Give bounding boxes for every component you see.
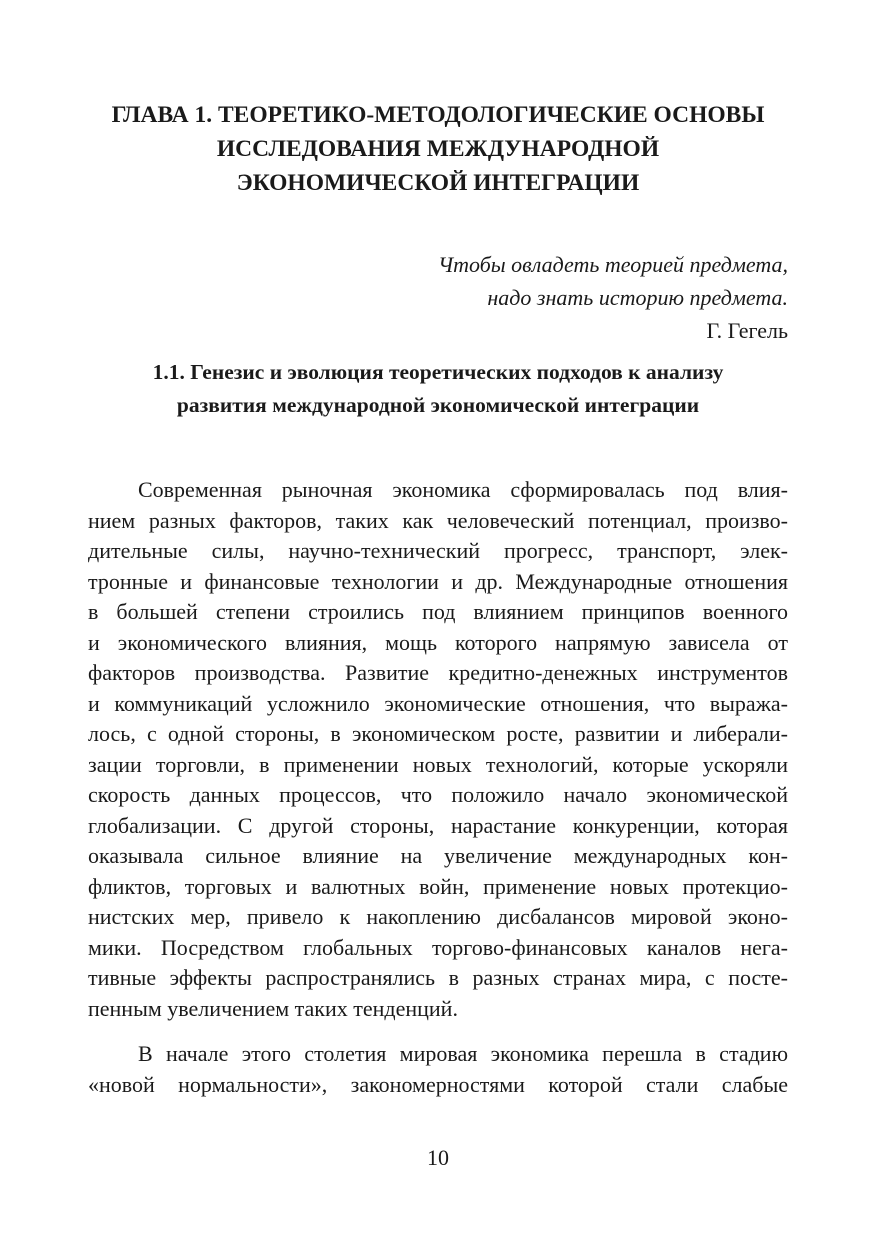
text-line: зации торговли, в применении новых технологий, которые ускоряли — [88, 751, 788, 777]
text-line: скорость данных процессов, что положило начало экономической — [88, 782, 788, 807]
text-line: дительные силы, научно-технический прогресс, транспорт, элек- — [88, 538, 788, 563]
text-line: нистских мер, привело к накоплению дисбалансов мировой эконо- — [88, 904, 788, 929]
epigraph-quote-line: надо знать историю предмета. — [487, 285, 788, 310]
epigraph-quote-line: Чтобы овладеть теорией предмета, — [437, 252, 788, 277]
text-line: пенным увеличением таких тенденций. — [88, 995, 458, 1021]
text-line: фликтов, торговых и валютных войн, применение новых протекцио- — [88, 873, 788, 899]
chapter-title — [88, 98, 788, 200]
text-line: факторов производства. Развитие кредитно-денежных инструментов — [88, 660, 788, 685]
page-number: 10 — [427, 1145, 449, 1170]
text-line: тронные и финансовые технологии и др. Международные отношения — [88, 568, 788, 594]
paragraph — [88, 475, 788, 1024]
section-title-line: 1.1. Генезис и эволюция теоретических подходов к анализу — [152, 360, 724, 384]
text-line: Современная рыночная экономика сформировалась под влия- — [138, 477, 788, 502]
paragraph — [88, 1039, 788, 1100]
text-line: в большей степени строились под влиянием принципов военного — [88, 599, 788, 624]
text-line: и экономического влияния, мощь которого напрямую зависела от — [88, 629, 788, 655]
text-line: В начале этого столетия мировая экономика перешла в стадию — [138, 1041, 788, 1066]
epigraph — [438, 248, 788, 347]
chapter-title-line: ИССЛЕДОВАНИЯ МЕЖДУНАРОДНОЙ — [216, 136, 660, 162]
text-line: оказывала сильное влияние на увеличение международных кон- — [88, 843, 788, 868]
text-line: глобализации. С другой стороны, нарастание конкуренции, которая — [88, 812, 788, 838]
text-line: «новой нормальности», закономерностями которой стали слабые — [88, 1071, 788, 1097]
chapter-title-line: ГЛАВА 1. ТЕОРЕТИКО-МЕТОДОЛОГИЧЕСКИЕ ОСНОВЫ — [111, 102, 765, 128]
text-line: тивные эффекты распространялись в разных странах мира, с посте- — [88, 965, 788, 990]
body-text — [88, 475, 788, 1100]
section-title-line: развития международной экономической интеграции — [176, 393, 700, 417]
text-line: мики. Посредством глобальных торгово-финансовых каналов нега- — [88, 934, 788, 960]
chapter-title-line: ЭКОНОМИЧЕСКОЙ ИНТЕГРАЦИИ — [236, 170, 640, 196]
section-title — [88, 356, 788, 422]
text-line: нием разных факторов, таких как человеческий потенциал, произво- — [88, 507, 788, 533]
epigraph-author: Г. Гегель — [706, 318, 788, 343]
text-line: и коммуникаций усложнило экономические отношения, что выража- — [88, 690, 788, 716]
text-line: лось, с одной стороны, в экономическом росте, развитии и либерали- — [88, 721, 788, 746]
